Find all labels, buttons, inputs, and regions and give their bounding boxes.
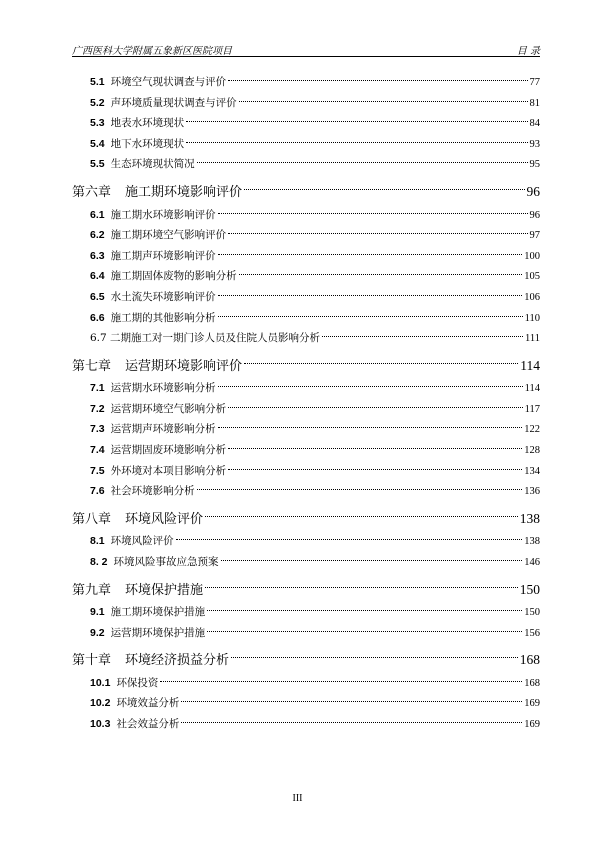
toc-page-number: 77	[529, 77, 540, 88]
page-header	[72, 38, 540, 57]
toc-entry-title	[90, 136, 184, 151]
toc-page-number: 150	[519, 581, 540, 597]
toc-dot-leader	[218, 213, 528, 214]
toc-chapter-number: 第七章	[72, 358, 112, 374]
toc-dot-leader	[207, 610, 522, 611]
toc-section-entry[interactable]	[72, 310, 540, 325]
toc-entry-title	[90, 227, 226, 242]
toc-section-number: 6.5	[90, 290, 105, 303]
toc-entry-title	[90, 95, 237, 110]
toc-page-number: 138	[524, 536, 540, 548]
toc-section-number: 10.1	[90, 676, 111, 689]
toc-section-entry[interactable]	[72, 483, 540, 498]
toc-chapter-number: 第十章	[72, 653, 112, 669]
toc-page-number: 128	[524, 445, 540, 456]
toc-dot-leader	[228, 80, 527, 81]
toc-dot-leader	[176, 539, 523, 540]
toc-page-number: 100	[524, 250, 540, 262]
toc-chapter-number: 第八章	[72, 511, 112, 527]
toc-chapter-entry[interactable]	[72, 649, 540, 668]
toc-page-number: 111	[525, 333, 540, 345]
toc-section-entry[interactable]	[72, 401, 540, 416]
toc-dot-leader	[221, 560, 523, 561]
toc-section-entry[interactable]	[72, 554, 540, 569]
header-section-title: 目 录	[516, 46, 540, 57]
toc-dot-leader	[197, 489, 523, 490]
toc-section-entry[interactable]	[72, 74, 540, 89]
toc-entry-title	[72, 355, 242, 374]
toc-entry-text: 施工期环境空气影响评价	[110, 229, 227, 242]
toc-section-entry[interactable]	[72, 442, 540, 457]
toc-entry-text: 环境保护措施	[125, 582, 204, 598]
toc-section-number: 7.6	[90, 485, 105, 498]
toc-chapter-entry[interactable]	[72, 579, 540, 598]
toc-entry-title	[90, 533, 174, 548]
toc-entry-title	[72, 508, 203, 527]
toc-section-entry[interactable]	[72, 604, 540, 619]
toc-page-number: 93	[529, 138, 540, 150]
toc-page-number: 150	[524, 607, 540, 618]
page-number: III	[292, 793, 303, 804]
toc-page-number: 96	[526, 184, 540, 199]
toc-entry-title	[90, 625, 205, 640]
toc-dot-leader	[218, 386, 523, 387]
toc-section-number: 8.1	[90, 535, 105, 548]
toc-section-entry[interactable]	[72, 268, 540, 283]
toc-dot-leader	[160, 681, 522, 682]
toc-section-entry[interactable]	[72, 248, 540, 263]
toc-section-number: 6.2	[90, 229, 105, 242]
toc-page-number: 97	[529, 230, 540, 242]
toc-dot-leader	[228, 233, 527, 234]
toc-section-entry[interactable]	[72, 95, 540, 110]
toc-dot-leader	[181, 722, 522, 723]
toc-entry-text: 环境效益分析	[116, 697, 180, 710]
toc-page-number: 138	[519, 510, 540, 526]
toc-entry-text: 运营期环境影响评价	[125, 358, 243, 374]
toc-section-number: 9.2	[90, 626, 105, 639]
toc-section-number: 8. 2	[90, 555, 108, 568]
toc-entry-text: 环境风险评价	[110, 535, 174, 548]
toc-entry-text: 外环境对本项目影响分析	[110, 464, 227, 477]
toc-page-number: 169	[524, 718, 540, 730]
toc-page-number: 146	[524, 556, 540, 568]
toc-entry-title	[90, 604, 205, 619]
toc-section-number: 6.6	[90, 311, 105, 324]
header-project-title: 广西医科大学附属五象新区医院项目	[72, 46, 232, 57]
toc-section-entry[interactable]	[72, 533, 540, 548]
toc-section-number: 7.4	[90, 444, 105, 456]
toc-section-number: 7.1	[90, 382, 105, 395]
toc-section-entry[interactable]	[72, 695, 540, 710]
toc-entry-text: 运营期水环境影响分析	[110, 382, 216, 395]
toc-entry-text: 环保投资	[116, 676, 159, 689]
toc-section-entry[interactable]	[72, 115, 540, 130]
toc-section-entry[interactable]	[72, 421, 540, 436]
toc-section-entry[interactable]	[72, 625, 540, 640]
toc-entry-text: 环境风险事故应急预案	[113, 555, 219, 568]
toc-dot-leader	[181, 701, 522, 702]
toc-entry-title	[72, 579, 203, 598]
toc-chapter-entry[interactable]	[72, 181, 540, 200]
toc-entry-text: 施工期的其他影响分析	[110, 311, 216, 324]
toc-section-entry[interactable]	[72, 156, 540, 171]
toc-dot-leader	[218, 295, 523, 296]
toc-page-number: 96	[529, 209, 540, 221]
toc-page-number: 114	[524, 383, 540, 395]
toc-entry-text: 环境空气现状调查与评价	[110, 76, 227, 88]
toc-entry-text: 6.7 二期施工对一期门诊人员及住院人员影响分析	[90, 332, 321, 345]
toc-entry-title	[90, 330, 320, 345]
toc-section-number: 10.2	[90, 697, 111, 710]
toc-entry-text: 地表水环境现状	[110, 117, 185, 130]
toc-dot-leader	[207, 631, 522, 632]
toc-dot-leader	[239, 274, 523, 275]
toc-section-entry[interactable]	[72, 289, 540, 304]
toc-page-number: 105	[524, 271, 540, 283]
toc-page-number: 122	[524, 424, 540, 436]
toc-entry-text: 环境经济损益分析	[125, 653, 230, 669]
toc-page-number: 136	[524, 486, 540, 498]
toc-entry-title	[72, 181, 242, 200]
toc-section-number: 10.3	[90, 717, 111, 730]
toc-section-number: 6.3	[90, 249, 105, 262]
toc-page-number: 117	[524, 403, 540, 415]
toc-entry-title	[90, 289, 216, 304]
toc-entry-title	[90, 716, 179, 731]
toc-section-entry[interactable]	[72, 675, 540, 690]
toc-entry-title	[90, 268, 237, 283]
toc-entry-text: 施工期环境影响评价	[125, 185, 243, 200]
toc-section-number: 7.3	[90, 423, 105, 436]
toc-dot-leader	[239, 101, 528, 102]
toc-page-number: 168	[519, 652, 540, 668]
toc-entry-text: 社会环境影响分析	[110, 485, 195, 498]
toc-dot-leader	[197, 162, 528, 163]
toc-entry-title	[90, 695, 179, 710]
toc-dot-leader	[231, 657, 518, 658]
toc-chapter-number: 第九章	[72, 582, 112, 598]
toc-chapter-entry[interactable]	[72, 508, 540, 527]
toc-section-number: 7.2	[90, 402, 105, 415]
toc-entry-text: 运营期环境保护措施	[110, 626, 206, 639]
toc-entry-text: 施工期水环境影响评价	[110, 208, 216, 221]
toc-entry-title	[90, 115, 184, 130]
toc-dot-leader	[218, 427, 523, 428]
toc-dot-leader	[228, 448, 522, 449]
toc-page-number: 169	[524, 698, 540, 710]
toc-entry-text: 声环境质量现状调查与评价	[110, 96, 237, 109]
toc-dot-leader	[228, 407, 523, 408]
toc-section-entry[interactable]	[72, 330, 540, 345]
toc-page-number: 84	[529, 118, 540, 130]
toc-entry-text: 施工期固体废物的影响分析	[110, 270, 237, 283]
toc-page-number: 106	[524, 291, 540, 303]
toc-entry-text: 施工期声环境影响评价	[110, 249, 216, 262]
toc-entry-text: 运营期声环境影响分析	[110, 423, 216, 436]
toc-page-number: 168	[524, 677, 540, 689]
toc-section-entry[interactable]	[72, 207, 540, 222]
toc-page-number: 114	[520, 357, 540, 373]
toc-dot-leader	[205, 516, 518, 517]
toc-entry-text: 运营期固废环境影响分析	[110, 444, 227, 456]
toc-section-number: 5.4	[90, 137, 105, 150]
toc-section-number: 6.4	[90, 270, 105, 283]
toc-entry-text: 施工期环境保护措施	[110, 606, 206, 618]
toc-section-number: 7.5	[90, 464, 105, 477]
toc-page-number: 110	[524, 312, 540, 324]
toc-entry-text: 水土流失环境影响评价	[110, 290, 216, 303]
toc-dot-leader	[228, 469, 522, 470]
toc-entry-text: 生态环境现状简况	[110, 158, 195, 171]
toc-entry-title	[90, 310, 216, 325]
toc-section-number: 5.2	[90, 96, 105, 109]
toc-page-number: 134	[524, 465, 540, 477]
toc-entry-title	[90, 421, 216, 436]
toc-entry-title	[90, 554, 219, 569]
toc-entry-title	[90, 442, 226, 457]
toc-entry-title	[90, 74, 226, 89]
toc-entry-text: 地下水环境现状	[110, 137, 185, 150]
toc-section-entry[interactable]	[72, 463, 540, 478]
toc-dot-leader	[244, 189, 524, 190]
toc-page-number: 156	[524, 627, 540, 639]
toc-dot-leader	[218, 254, 523, 255]
toc-dot-leader	[322, 336, 523, 337]
toc-section-number: 6.1	[90, 208, 105, 221]
toc-entry-title	[90, 401, 226, 416]
toc-section-number: 5.1	[90, 76, 105, 88]
toc-dot-leader	[186, 142, 527, 143]
toc-page-number: 95	[529, 159, 540, 171]
toc-section-entry[interactable]	[72, 716, 540, 731]
toc-entry-text: 环境风险评价	[125, 511, 204, 527]
toc-page-number: 81	[529, 97, 540, 109]
toc-entry-title	[72, 649, 229, 668]
toc-entry-title	[90, 248, 216, 263]
toc-dot-leader	[186, 121, 527, 122]
toc-dot-leader	[218, 316, 523, 317]
toc-section-entry[interactable]	[72, 227, 540, 242]
toc-dot-leader	[205, 587, 518, 588]
toc-entry-title	[90, 380, 216, 395]
toc-section-number: 5.5	[90, 158, 105, 171]
toc-section-entry[interactable]	[72, 380, 540, 395]
toc-chapter-entry[interactable]	[72, 355, 540, 374]
toc-entry-title	[90, 675, 158, 690]
toc-dot-leader	[244, 363, 518, 364]
toc-entry-text: 运营期环境空气影响分析	[110, 402, 227, 415]
toc-entry-title	[90, 207, 216, 222]
toc-chapter-number: 第六章	[72, 185, 112, 200]
toc-section-number: 5.3	[90, 117, 105, 130]
toc-section-number: 9.1	[90, 606, 105, 618]
toc-entry-title	[90, 156, 195, 171]
toc-entry-text: 社会效益分析	[116, 717, 180, 730]
toc-section-entry[interactable]	[72, 136, 540, 151]
toc-entry-title	[90, 483, 195, 498]
toc-entry-title	[90, 463, 226, 478]
